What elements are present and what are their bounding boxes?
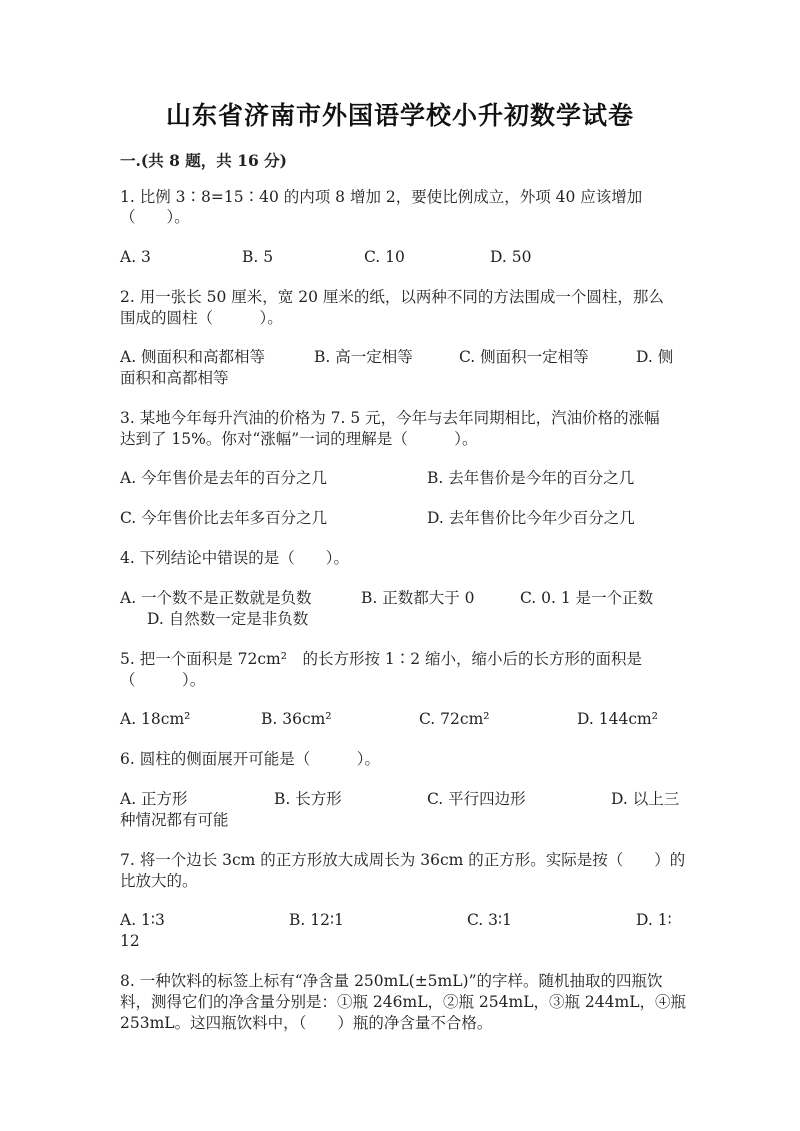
q2-line-2: 围成的圆柱（ ）。 bbox=[120, 309, 283, 327]
q8-line-2: 料，测得它们的净含量分别是：①瓶 246mL，②瓶 254mL，③瓶 244mL，④瓶 bbox=[120, 993, 687, 1011]
q7-option-b: B. 12∶1 bbox=[289, 911, 344, 929]
q8-line-1: 8. 一种饮料的标签上标有“净含量 250mL(±5mL)”的字样。随机抽取的四瓶饮 bbox=[120, 972, 663, 990]
q1-line-1: 1. 比例 3∶8=15∶40 的内项 8 增加 2，要使比例成立，外项 40 应该增加 bbox=[120, 188, 643, 206]
q6-line-1: 6. 圆柱的侧面展开可能是（ ）。 bbox=[120, 750, 380, 768]
q1-option-a: A. 3 bbox=[120, 248, 151, 266]
q7-option-d-continued: 12 bbox=[120, 932, 140, 950]
q1-option-c: C. 10 bbox=[364, 248, 405, 266]
q2-line-1: 2. 用一张长 50 厘米，宽 20 厘米的纸，以两种不同的方法围成一个圆柱，那么 bbox=[120, 288, 664, 306]
q6-option-d: D. 以上三 bbox=[611, 790, 680, 808]
q5-option-a: A. 18cm² bbox=[120, 710, 191, 728]
q5-option-c: C. 72cm² bbox=[419, 710, 490, 728]
q2-option-c: C. 侧面积一定相等 bbox=[459, 348, 589, 366]
q4-line-1: 4. 下列结论中错误的是（ ）。 bbox=[120, 549, 349, 567]
q5-line-1: 5. 把一个面积是 72cm² 的长方形按 1∶2 缩小，缩小后的长方形的面积是 bbox=[120, 650, 643, 668]
q3-line-1: 3. 某地今年每升汽油的价格为 7. 5 元，今年与去年同期相比，汽油价格的涨幅 bbox=[120, 409, 660, 427]
q3-option-a: A. 今年售价是去年的百分之几 bbox=[120, 469, 328, 487]
q5-option-b: B. 36cm² bbox=[261, 710, 332, 728]
q5-option-d: D. 144cm² bbox=[577, 710, 658, 728]
q5-line-2: （ ）。 bbox=[120, 671, 206, 689]
q2-option-b: B. 高一定相等 bbox=[314, 348, 413, 366]
q6-option-b: B. 长方形 bbox=[274, 790, 342, 808]
q3-option-d: D. 去年售价比今年少百分之几 bbox=[427, 509, 635, 527]
q3-line-2: 达到了 15%。你对“涨幅”一词的理解是（ ）。 bbox=[120, 430, 478, 448]
q2-option-d: D. 侧 bbox=[636, 348, 674, 366]
q3-option-c: C. 今年售价比去年多百分之几 bbox=[120, 509, 328, 527]
section-heading: 一.(共 8 题，共 16 分) bbox=[120, 151, 288, 170]
q7-option-c: C. 3∶1 bbox=[467, 911, 512, 929]
q1-option-b: B. 5 bbox=[242, 248, 274, 266]
q7-line-1: 7. 将一个边长 3cm 的正方形放大成周长为 36cm 的正方形。实际是按（ ）的 bbox=[120, 851, 686, 869]
q1-option-d: D. 50 bbox=[490, 248, 532, 266]
q3-option-b: B. 去年售价是今年的百分之几 bbox=[427, 469, 635, 487]
q7-line-2: 比放大的。 bbox=[120, 872, 198, 890]
q6-option-a: A. 正方形 bbox=[120, 790, 188, 808]
q4-option-c: C. 0. 1 是一个正数 bbox=[520, 589, 654, 607]
q4-option-b: B. 正数都大于 0 bbox=[361, 589, 475, 607]
q7-option-d: D. 1∶ bbox=[636, 911, 672, 929]
q4-option-a: A. 一个数不是正数就是负数 bbox=[120, 589, 312, 607]
q2-option-d-continued: 面积和高都相等 bbox=[120, 369, 229, 387]
q2-option-a: A. 侧面积和高都相等 bbox=[120, 348, 266, 366]
q1-line-2: （ ）。 bbox=[120, 208, 190, 226]
exam-title: 山东省济南市外国语学校小升初数学试卷 bbox=[165, 101, 634, 130]
q6-option-c: C. 平行四边形 bbox=[427, 790, 526, 808]
q4-option-d: D. 自然数一定是非负数 bbox=[147, 610, 309, 628]
q8-line-3: 253mL。这四瓶饮料中，（ ）瓶的净含量不合格。 bbox=[120, 1014, 493, 1032]
q6-option-d-continued: 种情况都有可能 bbox=[120, 811, 229, 829]
q7-option-a: A. 1∶3 bbox=[120, 911, 165, 929]
